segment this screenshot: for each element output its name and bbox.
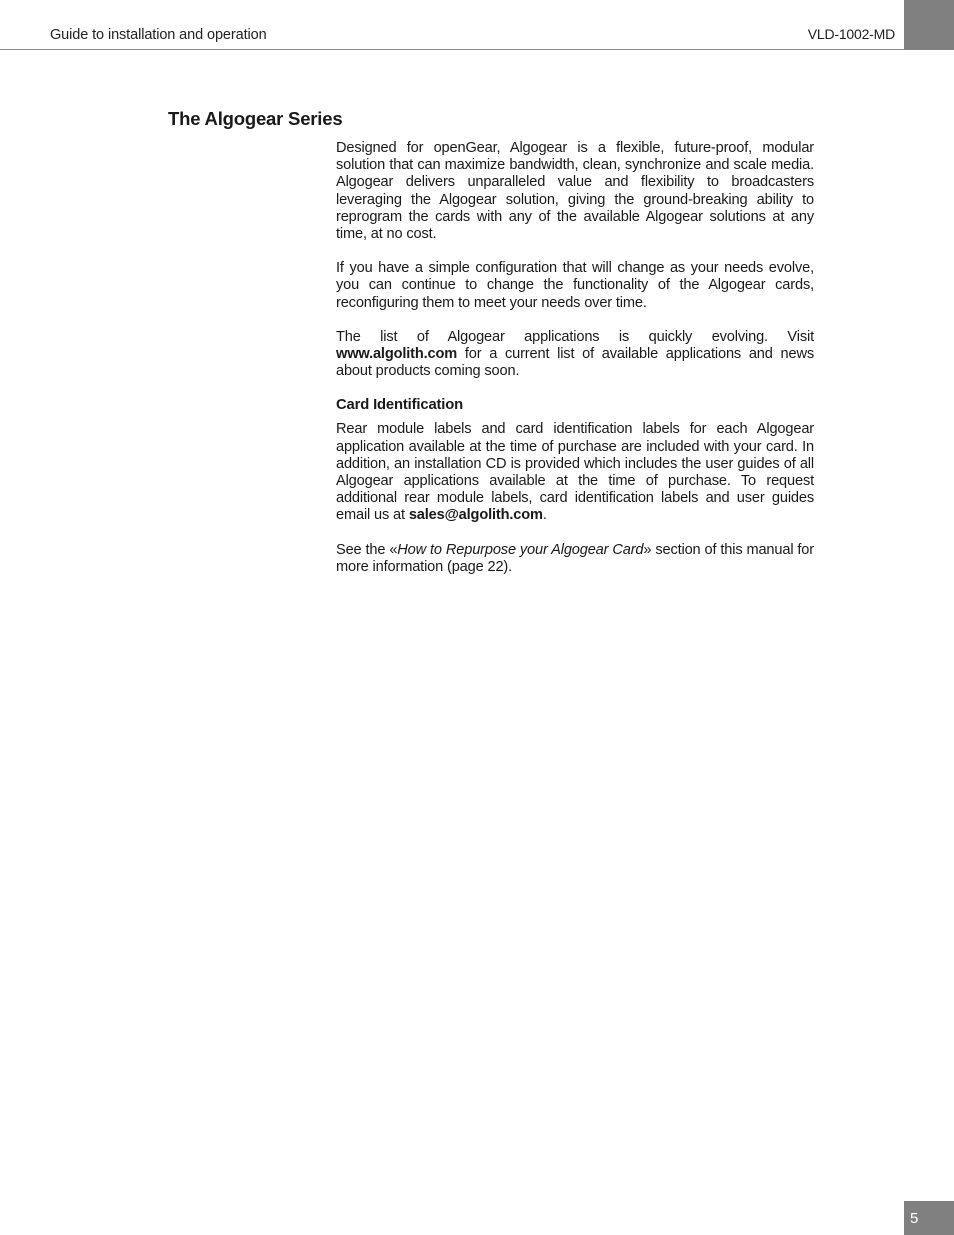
page-number-box: [904, 1201, 954, 1235]
card-identification-heading: Card Identification: [336, 397, 464, 414]
header-model-number: VLD-1002-MD: [807, 26, 895, 42]
card-id-text-after: .: [542, 507, 547, 524]
applications-text-before: The list of Algogear applications is quickly evolving. Visit: [336, 328, 814, 345]
sales-email-link[interactable]: sales@algolith.com: [408, 507, 543, 524]
applications-paragraph: [336, 329, 814, 381]
header-tab-block: [904, 0, 954, 50]
configuration-paragraph: If you have a simple configuration that will change as your needs evolve, you can continue to change the functionality of the Algogear cards, reconfiguring them to meet your needs over time.: [336, 260, 814, 311]
intro-paragraph: Designed for openGear, Algogear is a flexible, future-proof, modular solution that can maximize bandwidth, clean, synchronize and scale media. Algogear delivers unparalleled value and flexibility to broadcasters leveraging the Algogear solution, giving the ground-breaking ability to reprogram the cards with any of the available Algogear solutions at any time, at no cost.: [336, 140, 814, 243]
header-divider: [0, 49, 904, 50]
card-identification-paragraph: [336, 421, 814, 524]
header-document-title: Guide to installation and operation: [50, 27, 267, 43]
applications-text-after: for a current list of available applications and news about products coming soon.: [336, 346, 814, 380]
see-also-paragraph: [336, 542, 814, 576]
main-content: [336, 140, 814, 593]
see-also-text-after: » section of this manual for more information (page 22).: [336, 541, 814, 575]
card-id-text-before: Rear module labels and card identification labels for each Algogear application available at the time of purchase are included with your card. In addition, an installation CD is provided which includes the user guides of all Algogear applications available at the time of purchase. To request additional rear module labels, card identification labels and user guides email us at: [336, 421, 814, 524]
section-title: The Algogear Series: [168, 108, 343, 129]
see-also-text-before: See the «: [336, 541, 398, 558]
website-link[interactable]: www.algolith.com: [336, 346, 458, 363]
page-number: 5: [910, 1210, 919, 1227]
repurpose-section-reference: How to Repurpose your Algogear Card: [397, 541, 644, 558]
